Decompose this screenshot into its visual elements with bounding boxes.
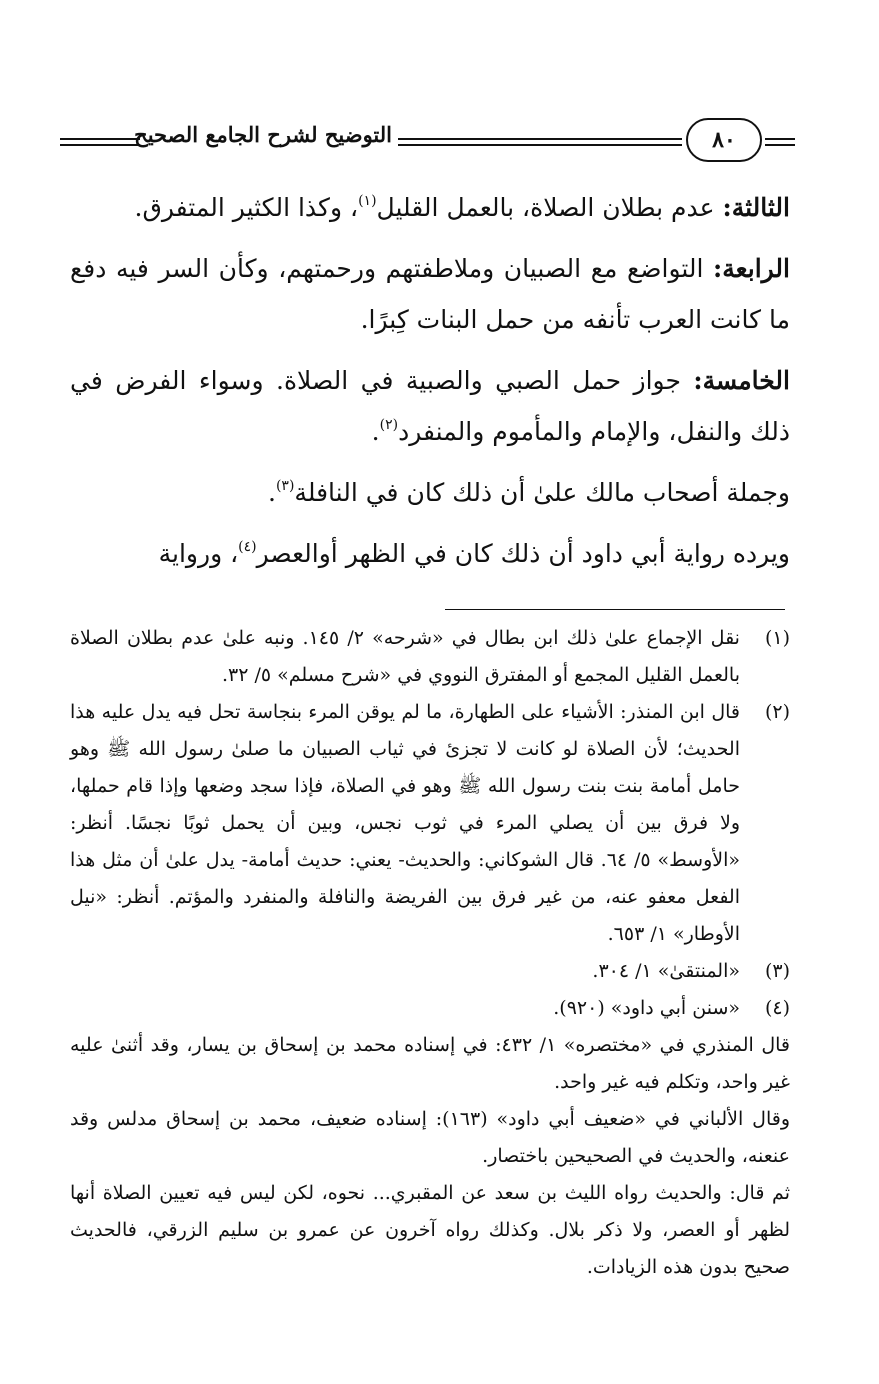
footnote-text <box>70 620 740 694</box>
footnote-text <box>70 990 740 1027</box>
page-number: ٨٠ <box>686 118 762 162</box>
paragraph-abudawud <box>70 528 790 579</box>
footnote-item <box>70 953 790 990</box>
paragraph-fourth <box>70 243 790 345</box>
footnote-item <box>70 990 790 1027</box>
paragraph-text: عدم بطلان الصلاة، بالعمل القليل <box>376 193 723 222</box>
header-rule <box>60 144 140 146</box>
footnote-ref: (٣) <box>275 478 295 494</box>
paragraph-text: ويرده رواية أبي داود أن ذلك كان في الظهر أوالعصر <box>256 539 790 568</box>
footnote-line: وقال الألباني في «ضعيف أبي داود» (١٦٣): إسناده ضعيف، محمد بن إسحاق مدلس وقد عنعنه، والحديث في الصحيحين باختصار. <box>70 1108 790 1167</box>
paragraph-text: ، ورواية <box>158 539 239 568</box>
footnote-number: (٤) <box>764 997 790 1019</box>
footnote-number: (٢) <box>764 701 790 723</box>
footnote-line: قال المنذري في «مختصره» ١/ ٤٣٢: في إسناده محمد بن إسحاق بن يسار، وقد أثنىٰ عليه غير واحد، وتكلم فيه غير واحد. <box>70 1034 790 1093</box>
main-text <box>70 182 790 579</box>
header-rule <box>398 138 682 140</box>
footnote-text <box>70 694 740 953</box>
footnote-line: «سنن أبي داود» (٩٢٠). <box>553 997 740 1019</box>
paragraph-malik <box>70 467 790 518</box>
header-rule <box>398 144 682 146</box>
footnote-line: قال ابن المنذر: الأشياء على الطهارة، ما لم يوقن المرء بنجاسة تحل فيه يدل عليه هذا الحديث؛ لأن الصلاة لو كانت لا تجزئ في ثياب الصبيان ما صلىٰ رسول الله ﷺ وهو حامل أمامة بنت بنت رسول الله ﷺ وهو في الصلاة، فإذا سجد وضعها وإذا قام حملها، ولا فرق بين أن يصلي المرء في ثوب نجس، وبين أن يحمل ثوبًا نجسًا. أنظر: «الأوسط» ٥/ ٦٤. قال الشوكاني: والحديث- يعني: حديث أمامة- يدل علىٰ أن مثل هذا الفعل معفو عنه، من غير فرق بين الفريضة والنافلة والمنفرد والمؤتم. أنظر: «نيل الأوطار» ١/ ٦٥٣. <box>70 701 740 945</box>
footnote-ref: (١) <box>358 193 377 209</box>
footnote-number: (١) <box>764 627 790 649</box>
footnote-text <box>70 953 740 990</box>
footnote-number: (٣) <box>764 960 790 982</box>
paragraph-fifth <box>70 355 790 457</box>
paragraph-text: جواز حمل الصبي والصبية في الصلاة. وسواء الفرض في ذلك والنفل، والإمام والمأموم والمنفرد <box>70 366 790 446</box>
footnote-line: نقل الإجماع علىٰ ذلك ابن بطال في «شرحه» ٢/ ١٤٥. ونبه علىٰ عدم بطلان الصلاة بالعمل القليل المجمع أو المفترق النووي في «شرح مسلم» ٥/ ٣٢. <box>70 627 740 686</box>
footnote-line: ثم قال: والحديث رواه الليث بن سعد عن المقبري... نحوه، لكن ليس فيه تعيين الصلاة أنها لظهر أو العصر، ولا ذكر بلال. وكذلك رواه آخرون عن عمرو بن سليم الزرقي، فالحديث صحيح بدون هذه الزيادات. <box>70 1182 790 1278</box>
paragraph-text: وجملة أصحاب مالك علىٰ أن ذلك كان في النافلة <box>294 478 790 507</box>
header-rule <box>765 138 795 140</box>
footnote-separator <box>445 609 785 610</box>
paragraph-text: . <box>371 417 380 446</box>
footnote-continuation <box>70 1027 790 1286</box>
header-rule <box>60 138 140 140</box>
paragraph-text: ، وكذا الكثير المتفرق. <box>134 193 359 222</box>
paragraph-text: . <box>268 478 276 507</box>
running-title: التوضيح لشرح الجامع الصحيح <box>134 122 392 147</box>
footnote-item <box>70 694 790 953</box>
paragraph-lead: الثالثة: <box>722 193 790 222</box>
footnote-ref: (٢) <box>379 417 399 433</box>
page-header <box>60 118 800 168</box>
paragraph-text: التواضع مع الصبيان وملاطفتهم ورحمتهم، وكأن السر فيه دفع ما كانت العرب تأنفه من حمل البنات كِبرًا. <box>70 254 790 334</box>
footnote-item <box>70 620 790 694</box>
footnote-ref: (٤) <box>238 539 257 555</box>
footnotes <box>70 620 790 1286</box>
header-rule <box>765 144 795 146</box>
paragraph-lead: الرابعة: <box>713 254 790 283</box>
paragraph-third <box>70 182 790 233</box>
footnote-line: «المنتقىٰ» ١/ ٣٠٤. <box>592 960 740 982</box>
paragraph-lead: الخامسة: <box>693 366 790 395</box>
